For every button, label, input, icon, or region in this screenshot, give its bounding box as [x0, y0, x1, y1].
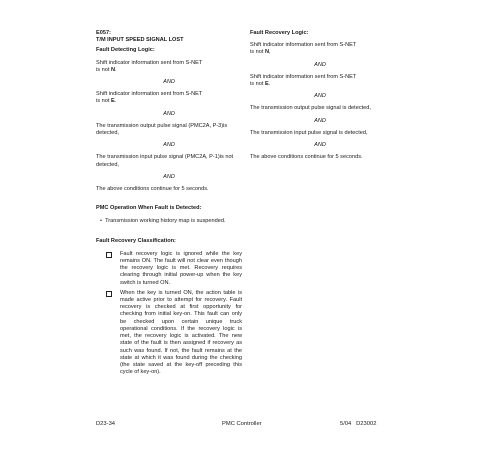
footer-title: PMC Controller	[222, 421, 262, 427]
classification-heading: Fault Recovery Classification:	[96, 237, 176, 244]
and-separator: AND	[163, 79, 175, 86]
bullet-icon: •	[100, 218, 102, 225]
detect-condition-3: The transmission output pulse signal (PMC2A, P-3)is detected,	[96, 122, 228, 137]
recovery-condition-5: The above conditions continue for 5 seconds.	[250, 154, 363, 161]
detect-condition-2: Shift indicator information sent from S-NET is not E.	[96, 91, 203, 105]
and-separator: AND	[314, 93, 326, 100]
checkbox-square-icon	[106, 291, 112, 297]
operation-item: • Transmission working history map is suspended.	[100, 218, 226, 225]
detect-condition-1: Shift indicator information sent from S-NET is not N.	[96, 59, 203, 73]
recovery-condition-2: Shift indicator information sent from S-NET is not E.	[250, 73, 357, 88]
detect-condition-4: The transmission input pulse signal (PMC2A, P-1)is not detected,	[96, 154, 234, 168]
and-separator: AND	[314, 117, 326, 124]
and-separator: AND	[163, 173, 175, 180]
left-column	[96, 30, 242, 379]
and-separator: AND	[163, 142, 175, 149]
fault-code: E057:	[96, 30, 111, 36]
classification-item-2: When the key is turned ON, the action table is made active prior to attempt for recovery. Fault recovery is checked at first opportunity for checking from initial key-on. This fault can only be checked upon certain unique truck operational conditions. If the recovery logic is met, the recovery logic is activated. The new state of the fault is then assigned if recovery as such was found. If not, the fault remains at the state at which it was found during the checking (the state saved at the key-off preceding this cycle of key-on).	[96, 290, 242, 376]
footer-revision: 5/04 D23002	[340, 421, 377, 427]
fault-title: T/M INPUT SPEED SIGNAL LOST	[96, 37, 184, 44]
classification-item-1: Fault recovery logic is ignored while the key remains ON. The fault will not clear even though the recovery logic is met. Recovery requires clearing through initial power-up when the key switch is turned ON.	[96, 251, 242, 287]
and-separator: AND	[314, 142, 326, 149]
checkbox-square-icon	[106, 252, 112, 258]
recovery-condition-1: Shift indicator information sent from S-NET is not N,	[250, 42, 357, 56]
recovery-logic-heading: Fault Recovery Logic:	[250, 30, 309, 36]
recovery-condition-4: The transmission input pulse signal is detected,	[250, 129, 368, 136]
detecting-logic-heading: Fault Detecting Logic:	[96, 47, 155, 54]
recovery-condition-3: The transmission output pulse signal is detected,	[250, 105, 371, 112]
footer-page-number: D23-34	[96, 421, 116, 427]
and-separator: AND	[163, 110, 175, 117]
right-column	[250, 30, 390, 164]
and-separator: AND	[314, 61, 326, 68]
operation-heading: PMC Operation When Fault is Detected:	[96, 205, 202, 212]
detect-condition-5: The above conditions continue for 5 seconds.	[96, 186, 209, 193]
